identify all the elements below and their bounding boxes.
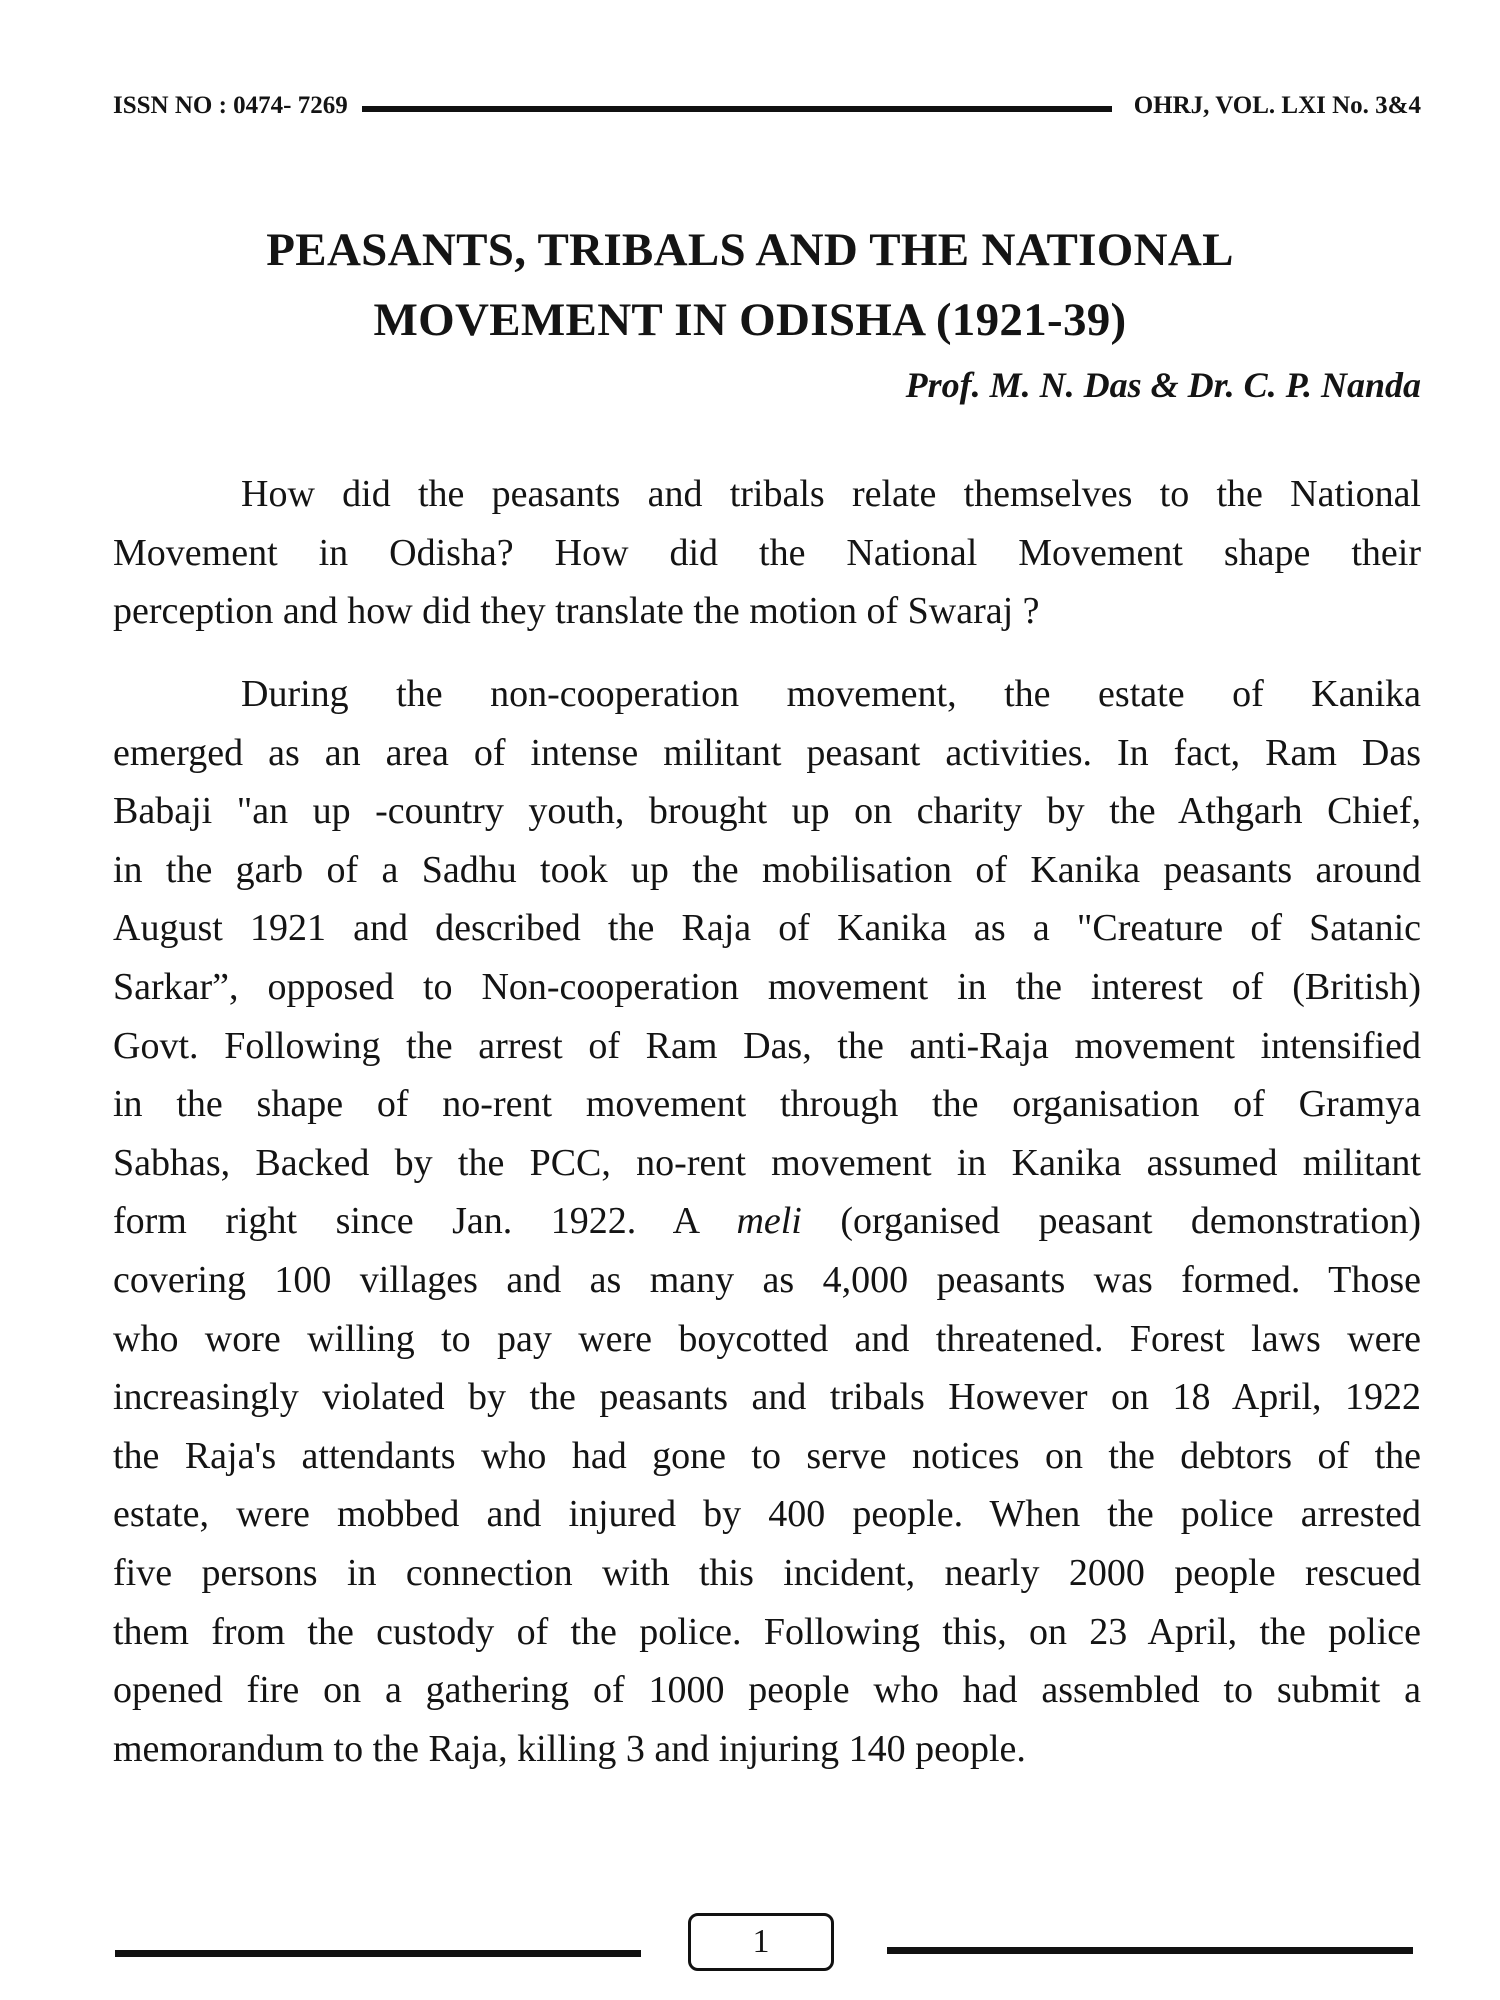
italic-term: meli	[736, 1200, 802, 1243]
text-segment: (organised peasant demonstration)	[801, 1200, 1421, 1243]
text-line: in the garb of a Sadhu took up the mobilisation of Kanika peasants around	[113, 848, 1421, 891]
title-line: PEASANTS, TRIBALS AND THE NATIONAL	[266, 224, 1234, 276]
article-authors: Prof. M. N. Das & Dr. C. P. Nanda	[905, 365, 1421, 405]
issn-number: ISSN NO : 0474- 7269	[113, 92, 348, 119]
text-line: the Raja's attendants who had gone to serve notices on the debtors of the	[113, 1434, 1421, 1477]
text-line: estate, were mobbed and injured by 400 people. When the police arrested	[113, 1493, 1421, 1536]
text-line: opened fire on a gathering of 1000 people who had assembled to submit a	[113, 1669, 1421, 1712]
text-line: Sarkar”, opposed to Non-cooperation movement in the interest of (British)	[113, 965, 1421, 1008]
title-line: MOVEMENT IN ODISHA (1921-39)	[373, 294, 1127, 346]
text-line: August 1921 and described the Raja of Kanika as a "Creature of Satanic	[113, 907, 1421, 950]
text-line: covering 100 villages and as many as 4,000 peasants was formed. Those	[113, 1258, 1421, 1301]
journal-volume: OHRJ, VOL. LXI No. 3&4	[1133, 92, 1421, 119]
text-line: who wore willing to pay were boycotted and threatened. Forest laws were	[113, 1317, 1421, 1360]
text-line: perception and how did they translate the motion of Swaraj ?	[113, 590, 1040, 633]
running-header	[113, 88, 1421, 124]
text-line: How did the peasants and tribals relate themselves to the National	[241, 473, 1421, 515]
text-line: Babaji "an up -country youth, brought up on charity by the Athgarh Chief,	[113, 790, 1421, 833]
text-line: Sabhas, Backed by the PCC, no-rent movement in Kanika assumed militant	[113, 1141, 1421, 1184]
text-line: Movement in Odisha? How did the National Movement shape their	[113, 531, 1421, 574]
article-title	[0, 215, 1500, 355]
text-line-with-italic	[113, 1192, 1421, 1251]
text-segment: form right since Jan. 1922. A	[113, 1200, 737, 1243]
text-line: five persons in connection with this incident, nearly 2000 people rescued	[113, 1551, 1421, 1594]
footer-rule-left	[115, 1950, 641, 1957]
header-rule	[362, 106, 1112, 112]
text-line: memorandum to the Raja, killing 3 and injuring 140 people.	[113, 1727, 1026, 1770]
footer-rule-right	[887, 1947, 1413, 1954]
text-line: During the non-cooperation movement, the estate of Kanika	[241, 673, 1421, 715]
text-line: Govt. Following the arrest of Ram Das, the anti-Raja movement intensified	[113, 1024, 1421, 1067]
text-line: emerged as an area of intense militant peasant activities. In fact, Ram Das	[113, 731, 1421, 774]
text-line: increasingly violated by the peasants and tribals However on 18 April, 1922	[113, 1376, 1421, 1419]
text-line: them from the custody of the police. Following this, on 23 April, the police	[113, 1610, 1421, 1653]
paragraph-2	[113, 665, 1421, 1778]
paragraph-1	[113, 465, 1421, 641]
page-number: 1	[688, 1913, 834, 1971]
text-line: in the shape of no-rent movement through the organisation of Gramya	[113, 1083, 1421, 1126]
